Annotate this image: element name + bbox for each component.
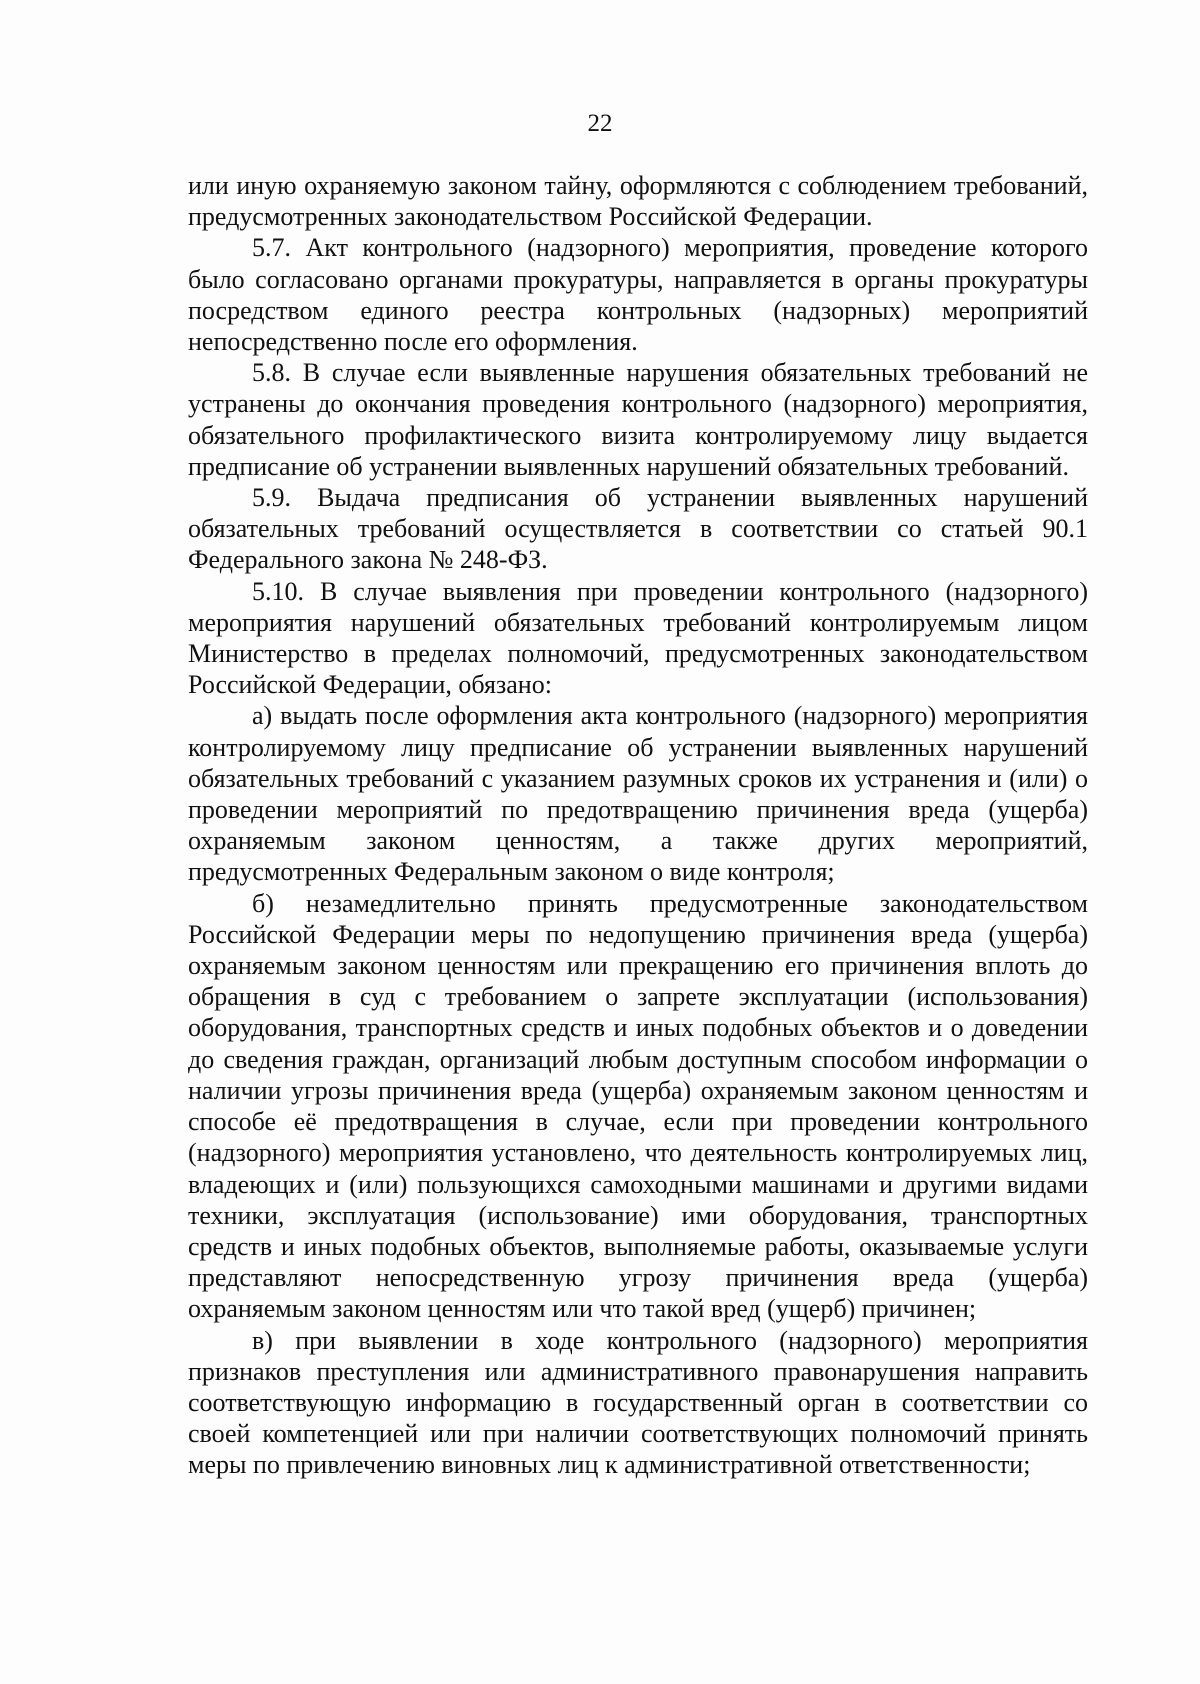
page-number: 22 xyxy=(587,110,613,137)
paragraph-5-10: 5.10. В случае выявления при проведении контрольного (надзорного) мероприятия нарушений обязательных требований контролируемым лицом Министерство в пределах полномочий, предусмотренных законодательством Российской Федерации, обязано: xyxy=(188,576,1088,700)
document-body xyxy=(188,170,1088,1481)
paragraph-item-b: б) незамедлительно принять предусмотренные законодательством Российской Федерации меры по недопущению причинения вреда (ущерба) охраняемым законом ценностям или прекращению его причинения вплоть до обращения в суд с требованием о запрете эксплуатации (использования) оборудования, транспортных средств и иных подобных объектов и о доведении до сведения граждан, организаций любым доступным способом информации о наличии угрозы причинения вреда (ущерба) охраняемым законом ценностям и способе её предотвращения в случае, если при проведении контрольного (надзорного) мероприятия установлено, что деятельность контролируемых лиц, владеющих и (или) пользующихся самоходными машинами и другими видами техники, эксплуатация (использование) ими оборудования, транспортных средств и иных подобных объектов, выполняемые работы, оказываемые услуги представляют непосредственную угрозу причинения вреда (ущерба) охраняемым законом ценностям или что такой вред (ущерб) причинен; xyxy=(188,888,1088,1324)
paragraph-item-v: в) при выявлении в ходе контрольного (надзорного) мероприятия признаков преступления или административного правонарушения направить соответствующую информацию в государственный орган в соответствии со своей компетенцией или при наличии соответствующих полномочий принять меры по привлечению виновных лиц к административной ответственности; xyxy=(188,1325,1088,1480)
paragraph-item-a: а) выдать после оформления акта контрольного (надзорного) мероприятия контролируемому лицу предписание об устранении выявленных нарушений обязательных требований с указанием разумных сроков их устранения и (или) о проведении мероприятий по предотвращению причинения вреда (ущерба) охраняемым законом ценностям, а также других мероприятий, предусмотренных Федеральным законом о виде контроля; xyxy=(188,701,1088,887)
paragraph-5-7: 5.7. Акт контрольного (надзорного) мероприятия, проведение которого было согласовано органами прокуратуры, направляется в органы прокуратуры посредством единого реестра контрольных (надзорных) мероприятий непосредственно после его оформления. xyxy=(188,233,1088,357)
paragraph-5-8: 5.8. В случае если выявленные нарушения обязательных требований не устранены до окончания проведения контрольного (надзорного) мероприятия, обязательного профилактического визита контролируемому лицу выдается предписание об устранении выявленных нарушений обязательных требований. xyxy=(188,358,1088,481)
paragraph-continuation: или иную охраняемую законом тайну, оформляются с соблюдением требований, предусмотренных законодательством Российской Федерации. xyxy=(188,171,1088,232)
paragraph-5-9: 5.9. Выдача предписания об устранении выявленных нарушений обязательных требований осуществляется в соответствии со статьей 90.1 Федерального закона № 248-ФЗ. xyxy=(188,483,1088,575)
